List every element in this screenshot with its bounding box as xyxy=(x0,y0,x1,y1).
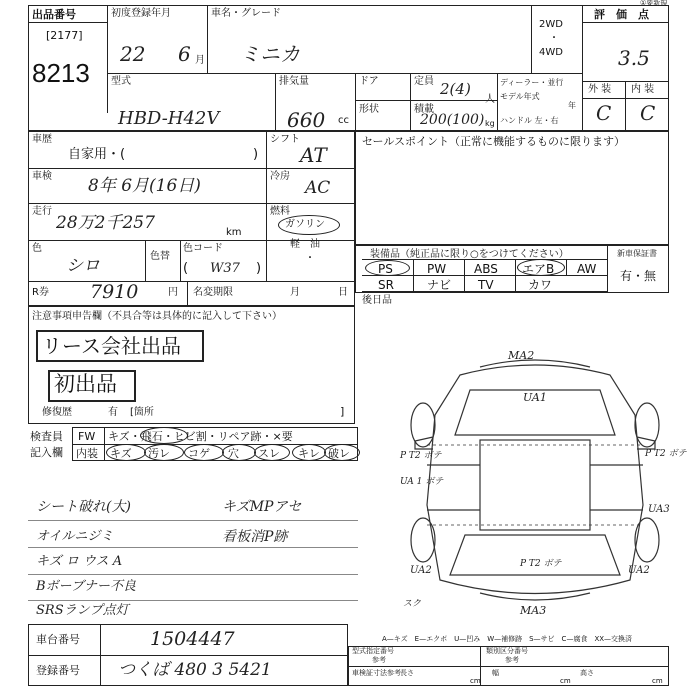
month-unit: 月 xyxy=(195,55,205,66)
divider xyxy=(28,168,355,169)
diag-bottom-left: スク xyxy=(403,599,422,609)
plate-label: 車台番号 xyxy=(36,633,80,646)
exterior-value: C xyxy=(596,101,612,125)
shape-label: 形状 xyxy=(359,104,379,115)
model-label: 型式 xyxy=(111,76,131,87)
r-unit: 円 xyxy=(168,287,178,298)
mark-sure: スレ xyxy=(258,447,280,460)
diag-front-right: UA2 xyxy=(628,565,650,576)
divider xyxy=(145,240,146,281)
sales-frame xyxy=(355,131,669,245)
repair-value: 有 xyxy=(108,407,118,418)
width-label: 幅 xyxy=(492,669,499,677)
row1-marks: キズ・飛石・ヒビ割・リペア跡・×要 xyxy=(108,430,293,443)
diag-right-side: P T2 ボテ xyxy=(645,449,687,459)
diag-front-left: UA2 xyxy=(410,565,432,576)
divider xyxy=(355,100,497,101)
mileage-value: 28万2千257 xyxy=(56,213,155,233)
divider xyxy=(566,259,567,275)
color-label: 色 xyxy=(32,243,42,254)
lot-sub: [2177] xyxy=(46,29,83,42)
stone-circle xyxy=(140,427,188,444)
note-3: キズ ロ ウス A xyxy=(36,554,123,569)
diag-hood: UA1 xyxy=(523,391,547,404)
exterior-label: 外 装 xyxy=(588,84,612,95)
note-5: SRSランプ点灯 xyxy=(36,603,129,618)
length-label: 長さ xyxy=(400,669,414,677)
load-unit: kg xyxy=(485,119,495,128)
rating-value: 3.5 xyxy=(618,46,650,70)
inspection-value: 8年 6月(16日) xyxy=(88,176,201,196)
divider xyxy=(607,245,608,293)
note-line xyxy=(28,520,358,521)
size-label: 車検証寸法参考 xyxy=(352,669,401,677)
divider xyxy=(531,5,532,73)
first-text: 初出品 xyxy=(54,372,117,396)
history-label: 車歴 xyxy=(32,134,52,145)
divider xyxy=(28,281,355,282)
circle-3 xyxy=(184,444,224,461)
equip-ps: PS xyxy=(378,262,393,276)
divider xyxy=(266,203,355,204)
lot-label: 出品番号 xyxy=(32,8,76,21)
equip-tv: TV xyxy=(478,278,494,292)
divider xyxy=(180,240,181,281)
mark-koge: コゲ xyxy=(188,447,210,460)
divider xyxy=(104,427,105,461)
height-unit: cm xyxy=(652,677,663,685)
warranty-label: 新車保証書 xyxy=(617,249,657,258)
divider xyxy=(410,73,411,131)
equip-abs: ABS xyxy=(474,262,498,276)
mark-kizu: キズ xyxy=(110,447,132,460)
warranty-value: 有・無 xyxy=(620,269,657,283)
divider xyxy=(275,73,276,131)
equip-leather: カワ xyxy=(528,278,553,292)
diag-right-lower: UA3 xyxy=(648,504,670,515)
note-6: キズMPアセ xyxy=(222,499,302,515)
first-reg-year: 22 xyxy=(120,42,146,66)
color-code-label: 色コード xyxy=(183,243,223,254)
note-7: 看板消P跡 xyxy=(222,529,288,545)
interior-value: C xyxy=(640,101,656,125)
fw-label: FW xyxy=(78,430,96,443)
first-reg-label: 初度登録年月 xyxy=(111,8,171,19)
equip-sr: SR xyxy=(378,278,394,292)
diag-left-side: P T2 ボテ xyxy=(400,451,442,461)
equip-aw: AW xyxy=(577,262,597,276)
length-unit: cm xyxy=(470,677,481,685)
color-code-value: W37 xyxy=(210,261,240,276)
fuel-dot: ・ xyxy=(305,253,315,264)
divider xyxy=(28,203,266,204)
drive-dot: ・ xyxy=(549,33,559,44)
car-name: ミニカ xyxy=(240,42,300,66)
drive-2wd: 2WD xyxy=(539,19,563,30)
note-line xyxy=(28,547,358,548)
inspection-label: 車検 xyxy=(32,171,52,182)
drive-4wd: 4WD xyxy=(539,47,563,58)
divider xyxy=(413,259,414,291)
circle-5 xyxy=(254,444,290,461)
sales-point-label: セールスポイント（正常に機能するものに限ります） xyxy=(362,135,626,148)
dealer-label: ディーラー・並行 xyxy=(500,78,564,87)
ac-label: 冷房 xyxy=(270,171,290,182)
after-label: 後日品 xyxy=(362,295,392,306)
color-code-close: ) xyxy=(256,261,262,276)
reg-label: 登録番号 xyxy=(36,664,80,677)
note-line xyxy=(28,600,358,601)
mark-yogore: 汚レ xyxy=(148,447,170,460)
legend: A—キズ E—エクボ U—凹み W—補修跡 S—サビ C—腐食 XX—交換済 xyxy=(382,635,633,643)
note-line xyxy=(28,574,358,575)
displacement-unit: cc xyxy=(338,115,349,126)
mileage-unit: km xyxy=(226,227,242,238)
lease-text: リース会社出品 xyxy=(42,334,181,358)
r-value: 7910 xyxy=(90,281,139,303)
circle-4 xyxy=(222,444,256,461)
recorder-label: 記入欄 xyxy=(30,446,63,459)
diag-left-lower: UA 1 ボテ xyxy=(400,477,444,487)
mark-ana: 穴 xyxy=(228,447,239,460)
divider xyxy=(582,5,583,131)
displacement-label: 排気量 xyxy=(279,76,309,87)
term-month: 月 xyxy=(290,287,300,298)
mileage-label: 走行 xyxy=(32,206,52,217)
inspector-label: 検査員 xyxy=(30,430,63,443)
divider xyxy=(187,281,188,306)
shift-value: AT xyxy=(300,143,327,167)
color-code-open: ( xyxy=(183,261,189,276)
notes-title: 注意事項申告欄（不具合等は具体的に記入して下さい） xyxy=(32,311,282,322)
door-label: ドア xyxy=(359,76,379,87)
diag-bottom: MA3 xyxy=(520,604,547,617)
type-ref: 参考 xyxy=(372,656,386,664)
mark-kire: キレ xyxy=(298,447,320,460)
height-label: 高さ xyxy=(580,669,594,677)
repaint-label: 色替 xyxy=(150,251,170,262)
divider xyxy=(464,259,465,291)
model-value: HBD-H42V xyxy=(118,108,220,129)
history-close: ) xyxy=(253,147,259,162)
circle-6 xyxy=(292,444,326,461)
divider xyxy=(582,22,669,23)
term-day: 日 xyxy=(338,287,348,298)
divider xyxy=(28,22,107,23)
divider xyxy=(582,98,669,99)
car-name-label: 車名・グレード xyxy=(211,8,281,19)
divider xyxy=(28,655,348,656)
fuel-gas: ガソリン xyxy=(285,219,325,230)
ac-value: AC xyxy=(305,178,331,198)
fuel-diesel: 軽 油 xyxy=(290,239,320,250)
color-value: シロ xyxy=(66,256,100,276)
divider xyxy=(107,5,108,113)
stamp-text: ①要新規 xyxy=(640,0,668,7)
note-1: シート破れ(大) xyxy=(36,499,131,515)
divider xyxy=(107,73,582,74)
naiso-label: 内装 xyxy=(76,447,98,460)
diag-top: MA2 xyxy=(508,349,535,362)
capacity-unit: 人 xyxy=(485,94,495,105)
notes-frame xyxy=(28,306,355,424)
shift-label: シフト xyxy=(270,134,300,145)
divider xyxy=(100,624,101,686)
note-4: Bボーブナー不良 xyxy=(36,579,136,594)
divider xyxy=(515,259,516,291)
repair-place: [箇所 xyxy=(130,407,154,418)
model-year-label: モデル年式 xyxy=(500,92,540,101)
plate-value: 1504447 xyxy=(150,628,235,650)
capacity-label: 定員 xyxy=(414,76,434,87)
repair-close: ] xyxy=(340,405,345,418)
type-label: 型式指定番号 xyxy=(352,647,394,655)
divider xyxy=(348,666,669,667)
divider xyxy=(266,131,267,281)
history-value: 自家用・( xyxy=(68,147,126,162)
lot-number: 8213 xyxy=(32,58,90,88)
class-ref: 参考 xyxy=(505,656,519,664)
repair-label: 修復歴 xyxy=(42,407,72,418)
class-label: 類別区分番号 xyxy=(486,647,528,655)
divider xyxy=(625,81,626,131)
interior-label: 内 装 xyxy=(631,84,655,95)
equip-navi: ナビ xyxy=(427,278,452,292)
note-2: オイルニジミ xyxy=(36,529,114,544)
handle-label: ハンドル 左・右 xyxy=(500,116,559,125)
divider xyxy=(355,73,356,131)
equipment-label: 装備品（純正品に限り○をつけてください） xyxy=(370,249,569,260)
divider xyxy=(362,259,607,260)
load-value: 200(100) xyxy=(420,112,485,128)
equip-pw: PW xyxy=(427,262,447,276)
circle-1 xyxy=(106,444,146,461)
equip-airbag: エアB xyxy=(522,262,555,276)
circle-7 xyxy=(324,444,360,461)
divider xyxy=(497,73,498,131)
divider xyxy=(207,5,208,73)
first-reg-month: 6 xyxy=(178,42,191,66)
mark-yabure: 破レ xyxy=(328,447,350,460)
width-unit: cm xyxy=(560,677,571,685)
r-label: R券 xyxy=(32,287,49,298)
capacity-value: 2(4) xyxy=(440,80,471,98)
rating-label: 評 価 点 xyxy=(594,8,649,21)
circle-2 xyxy=(144,444,184,461)
term-label: 名変期限 xyxy=(193,287,233,298)
displacement-value: 660 xyxy=(287,108,326,132)
fuel-label: 燃料 xyxy=(270,206,290,217)
year-unit: 年 xyxy=(568,101,576,110)
load-label: 積載 xyxy=(414,104,434,115)
diag-bottom-center: P T2 ボテ xyxy=(520,559,562,569)
reg-value: つくば 480 3 5421 xyxy=(118,660,272,680)
